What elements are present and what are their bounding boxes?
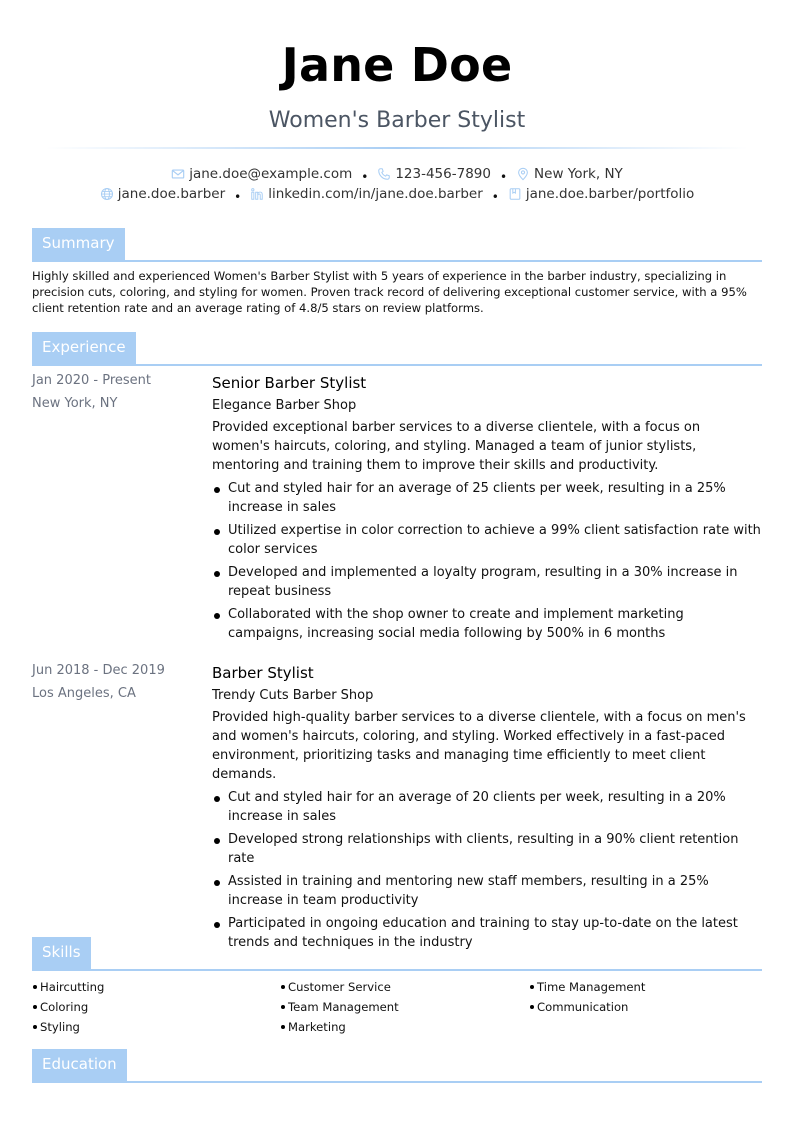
job-achievements	[212, 788, 762, 952]
contact-row-primary	[0, 166, 794, 185]
separator-dot: •	[234, 190, 242, 204]
job-location: Los Angeles, CA	[32, 686, 136, 701]
section-skills-label: Skills	[32, 937, 91, 969]
portfolio-icon	[508, 187, 522, 201]
skills-column	[280, 977, 520, 1037]
contact-website[interactable]: jane.doe.barber	[100, 186, 225, 202]
skill-item: Team Management	[280, 997, 520, 1017]
section-education-label: Education	[32, 1049, 127, 1081]
separator-dot: •	[491, 190, 499, 204]
achievement-item: Developed and implemented a loyalty program, resulting in a 30% increase in repeat business	[212, 563, 762, 601]
summary-text: Highly skilled and experienced Women's Barber Stylist with 5 years of experience in the barber industry, specializing in precision cuts, coloring, and styling for women. Proven track record of delivering exceptional customer service, with a 95% client retention rate and an average rating of 4.8/5 stars on review platforms.	[32, 269, 747, 315]
section-experience	[32, 332, 762, 366]
job-description: Provided exceptional barber services to a diverse clientele, with a focus on women's haircuts, coloring, and styling. Managed a team of junior stylists, mentoring and training them to improve their skills and productivity.	[212, 420, 701, 473]
contact-phone[interactable]: 123-456-7890	[377, 166, 491, 182]
contact-portfolio[interactable]: jane.doe.barber/portfolio	[508, 186, 694, 202]
job-location: New York, NY	[32, 396, 118, 411]
skill-item: Coloring	[32, 997, 272, 1017]
skills-column	[529, 977, 769, 1017]
contact-linkedin[interactable]: linkedin.com/in/jane.doe.barber	[250, 186, 483, 202]
achievement-item: Participated in ongoing education and training to stay up-to-date on the latest trends and techniques in the industry	[212, 914, 762, 952]
job-achievements	[212, 479, 762, 643]
achievement-item: Collaborated with the shop owner to create and implement marketing campaigns, increasing social media following by 500% in 6 months	[212, 605, 762, 643]
phone-icon	[377, 167, 391, 181]
candidate-name: Jane Doe	[281, 38, 513, 92]
job-description: Provided high-quality barber services to a diverse clientele, with a focus on men's and women's haircuts, coloring, and styling. Worked effectively in a fast-paced environment, prioritizing tasks and managing time efficiently to meet client demands.	[212, 710, 746, 782]
header-divider	[46, 147, 748, 149]
job-title: Senior Barber Stylist	[212, 374, 367, 392]
candidate-role: Women's Barber Stylist	[268, 108, 526, 133]
job-dates: Jun 2018 - Dec 2019	[32, 663, 165, 678]
contact-row-secondary	[0, 186, 794, 205]
contact-email[interactable]: jane.doe@example.com	[171, 166, 352, 182]
skill-item: Marketing	[280, 1017, 520, 1037]
section-education	[32, 1049, 762, 1083]
mail-icon	[171, 167, 185, 181]
skill-item: Customer Service	[280, 977, 520, 997]
separator-dot: •	[499, 170, 508, 184]
skill-item: Styling	[32, 1017, 272, 1037]
achievement-item: Utilized expertise in color correction to achieve a 99% client satisfaction rate with color services	[212, 521, 762, 559]
skill-item: Haircutting	[32, 977, 272, 997]
skill-item: Communication	[529, 997, 769, 1017]
section-summary	[32, 228, 762, 262]
job-company: Trendy Cuts Barber Shop	[212, 688, 374, 703]
separator-dot: •	[361, 170, 369, 184]
globe-icon	[100, 187, 114, 201]
contact-location: New York, NY	[516, 166, 623, 182]
achievement-item: Cut and styled hair for an average of 20 clients per week, resulting in a 20% increase in sales	[212, 788, 762, 826]
section-skills	[32, 937, 762, 971]
achievement-item: Cut and styled hair for an average of 25 clients per week, resulting in a 25% increase in sales	[212, 479, 762, 517]
section-summary-label: Summary	[32, 228, 125, 260]
job-dates: Jan 2020 - Present	[32, 373, 151, 388]
location-pin-icon	[516, 167, 530, 181]
achievement-item: Developed strong relationships with clients, resulting in a 90% client retention rate	[212, 830, 762, 868]
skills-column	[32, 977, 272, 1037]
section-experience-label: Experience	[32, 332, 136, 364]
job-title: Barber Stylist	[212, 664, 314, 682]
skill-item: Time Management	[529, 977, 769, 997]
achievement-item: Assisted in training and mentoring new staff members, resulting in a 25% increase in team productivity	[212, 872, 762, 910]
job-company: Elegance Barber Shop	[212, 398, 357, 413]
linkedin-icon	[250, 187, 264, 201]
